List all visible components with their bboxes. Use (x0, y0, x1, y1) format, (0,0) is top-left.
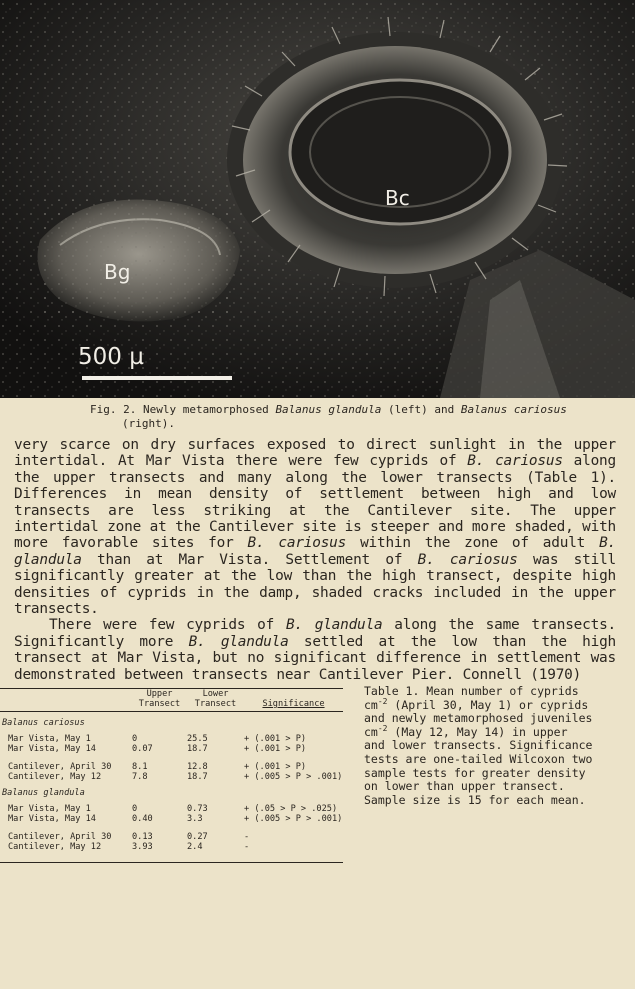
cell-site: Mar Vista, May 14 (8, 744, 96, 754)
figure-caption-text (90, 403, 570, 431)
barnacle-micrograph (0, 0, 635, 398)
scale-bar (82, 376, 232, 380)
table-row (0, 762, 343, 772)
cell-upper: 3.93 (132, 842, 153, 852)
paragraph-1 (14, 437, 616, 617)
cell-upper: 8.1 (132, 762, 148, 772)
table-row (0, 814, 343, 824)
species-name: B. glandula (285, 617, 383, 634)
cell-upper: 0 (132, 804, 138, 814)
caption-species-a: Balanus glandula (275, 403, 382, 416)
caption-prefix: Fig. 2. Newly metamorphosed (90, 403, 276, 416)
header-upper: Upper (132, 689, 187, 700)
text-run: settled at the low than the high transect at Mar Vista, but no significant difference in settlement was demonstrated between transects near Cantilever Pier. Connell (1970) (14, 633, 616, 683)
text-run: There were few cyprids of (49, 617, 286, 634)
cell-sig: + (.001 > P) (244, 744, 307, 754)
cell-site: Cantilever, May 12 (8, 842, 102, 852)
text-run: was still significantly greater at the low than the high transect, despite high densities of cyprids in the damp, shaded cracks included in the upper transects. (14, 551, 616, 618)
caption-run: Table 1. Mean number of cyprids cm (364, 684, 579, 712)
cell-lower: 2.4 (187, 842, 203, 852)
species-name: B. glandula (188, 633, 289, 650)
cell-upper: 7.8 (132, 772, 148, 782)
cell-site: Cantilever, May 12 (8, 772, 102, 782)
cell-lower: 18.7 (187, 744, 208, 754)
table-caption (364, 685, 594, 807)
label-bc: Bc (385, 186, 410, 210)
species-name: B. cariosus (467, 453, 563, 470)
table-header-blank (0, 699, 132, 712)
table-caption-text (364, 685, 594, 807)
cell-sig: + (.05 > P > .025) (244, 804, 338, 814)
header-sig-blank (244, 689, 343, 700)
cell-site: Cantilever, April 30 (8, 762, 112, 772)
table-row (0, 734, 343, 744)
table-bottom-rule (0, 852, 343, 863)
cell-sig: + (.001 > P) (244, 734, 307, 744)
header-lower: Lower (187, 689, 244, 700)
row-gap (0, 754, 343, 762)
cell-lower: 0.27 (187, 832, 208, 842)
cell-upper: 0.13 (132, 832, 153, 842)
cell-sig: - (244, 842, 250, 852)
cell-site: Mar Vista, May 14 (8, 814, 96, 824)
caption-exponent: -2 (377, 723, 388, 733)
species-heading: Balanus glandula (2, 788, 85, 798)
cell-sig: + (.005 > P > .001) (244, 814, 343, 824)
cell-site: Mar Vista, May 1 (8, 804, 91, 814)
body-text (14, 437, 616, 683)
cell-lower: 3.3 (187, 814, 203, 824)
caption-run: (April 30, May 1) or cyprids and newly metamorphosed juveniles cm (364, 697, 593, 739)
cell-upper: 0 (132, 734, 138, 744)
text-run: very scarce on dry surfaces exposed to direct sunlight in the upper intertidal. At Mar Vista there were few cyprids of (14, 437, 616, 470)
cell-sig: + (.001 > P) (244, 762, 307, 772)
cell-site: Cantilever, April 30 (8, 832, 112, 842)
species-name: B. cariosus (417, 551, 518, 568)
cell-site: Mar Vista, May 1 (8, 734, 91, 744)
figure-photo (0, 0, 635, 398)
species-name: B. glandula (14, 535, 617, 568)
cell-upper: 0.40 (132, 814, 153, 824)
significance-label: Significance (262, 699, 325, 709)
row-gap (0, 824, 343, 832)
figure-caption (90, 403, 570, 431)
cell-lower: 18.7 (187, 772, 208, 782)
caption-species-b: Balanus cariosus (460, 403, 567, 416)
caption-run: (May 12, May 14) in upper and lower transects. Significance tests are one-tailed Wilcoxon two sample tests for greater density on lower than upper transect. Sample size is 15 for each mean. (364, 724, 593, 807)
table-row (0, 744, 343, 754)
text-run: within the zone of adult (346, 535, 600, 552)
cell-sig: - (244, 832, 250, 842)
caption-suffix: (right). (122, 417, 175, 430)
table-row (0, 804, 343, 814)
header-upper-transect: Transect (132, 699, 187, 712)
species-heading: Balanus cariosus (2, 718, 85, 728)
cell-lower: 0.73 (187, 804, 208, 814)
cell-lower: 25.5 (187, 734, 208, 744)
cell-lower: 12.8 (187, 762, 208, 772)
text-run: along the upper transects and many along the lower transects (Table 1). Differences in mean density of settlement between high and low transects are less striking at the Cantilever site. The upper intertidal zone at the Cantilever site is steeper and more shaded, with more favorable sites for (14, 453, 616, 552)
cell-sig: + (.005 > P > .001) (244, 772, 343, 782)
table-row (0, 772, 343, 782)
species-name: B. cariosus (247, 535, 347, 552)
scale-label: 500 µ (78, 344, 144, 370)
text-run: than at Mar Vista. Settlement of (81, 551, 418, 568)
header-lower-transect: Transect (187, 699, 244, 712)
table-1 (0, 688, 343, 863)
cell-upper: 0.07 (132, 744, 153, 754)
table-header-blank (0, 689, 132, 700)
header-significance (244, 699, 343, 712)
caption-exponent: -2 (377, 696, 388, 706)
paragraph-2 (14, 617, 616, 683)
label-bg: Bg (104, 260, 131, 284)
table-row (0, 832, 343, 842)
caption-middle: (left) and (381, 403, 461, 416)
table-row (0, 842, 343, 852)
text-run: along the same transects. Significantly more (14, 617, 617, 650)
